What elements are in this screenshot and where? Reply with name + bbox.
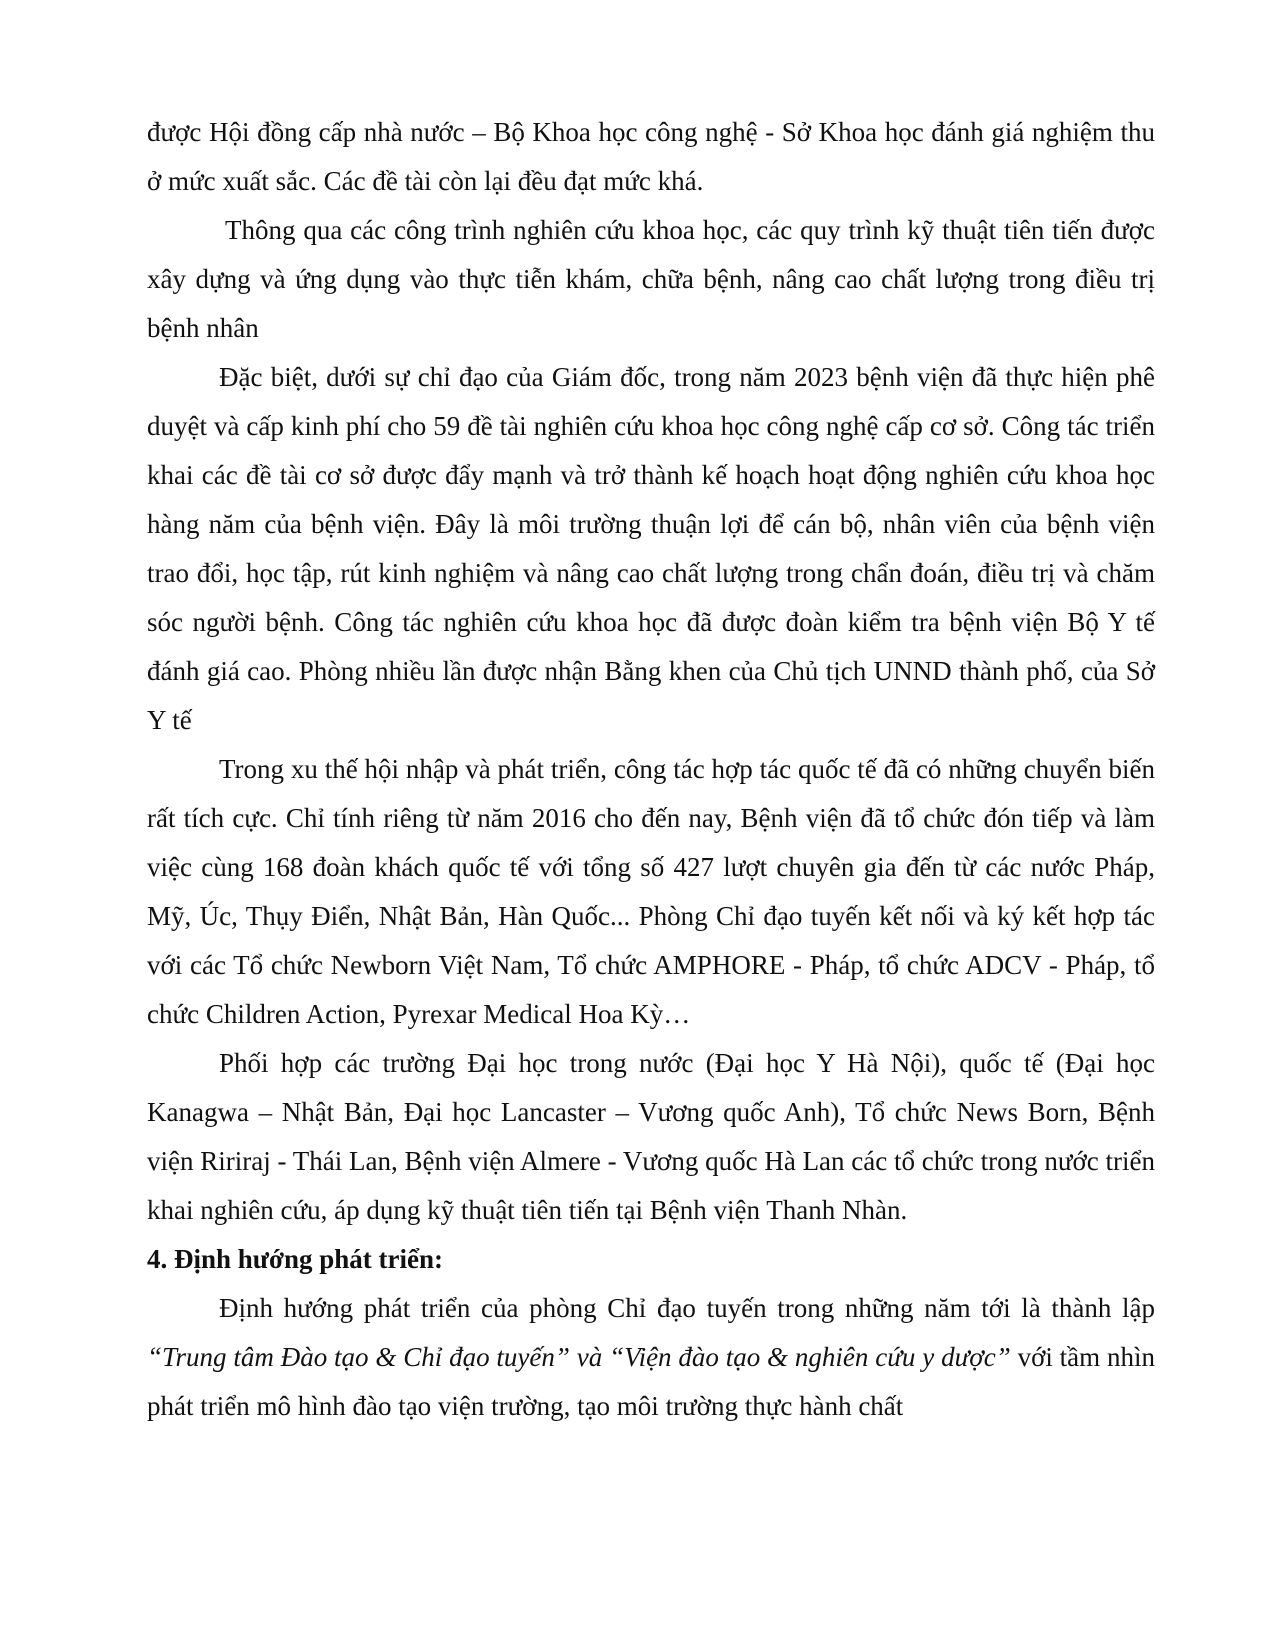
paragraph-university-partnerships: Phối hợp các trường Đại học trong nước (Đại học Y Hà Nội), quốc tế (Đại học Kanagwa – Nhật Bản, Đại học Lancaster – Vương quốc Anh), Tổ chức News Born, Bệnh viện Ririraj - Thái Lan, Bệnh viện Almere - Vương quốc Hà Lan các tổ chức trong nước triển khai nghiên cứu, áp dụng kỹ thuật tiên tiến tại Bệnh viện Thanh Nhàn. (147, 1048, 1155, 1225)
paragraph-international-cooperation: Trong xu thế hội nhập và phát triển, công tác hợp tác quốc tế đã có những chuyển biến rất tích cực. Chỉ tính riêng từ năm 2016 cho đến nay, Bệnh viện đã tổ chức đón tiếp và làm việc cùng 168 đoàn khách quốc tế với tổng số 427 lượt chuyên gia đến từ các nước Pháp, Mỹ, Úc, Thụy Điển, Nhật Bản, Hàn Quốc... Phòng Chỉ đạo tuyến kết nối và ký kết hợp tác với các Tổ chức Newborn Việt Nam, Tổ chức AMPHORE - Pháp, tổ chức ADCV - Pháp, tổ chức Children Action, Pyrexar Medical Hoa Kỳ… (147, 754, 1155, 1029)
direction-intro-text: Định hướng phát triển của phòng Chỉ đạo tuyến trong những năm tới là thành lập (219, 1293, 1155, 1323)
paragraph-research-applications: Thông qua các công trình nghiên cứu khoa học, các quy trình kỹ thuật tiên tiến được xây dựng và ứng dụng vào thực tiễn khám, chữa bệnh, nâng cao chất lượng trong điều trị bệnh nhân (147, 215, 1155, 343)
direction-closing-text: với tầm nhìn phát triển mô hình đào tạo viện trường, tạo môi trường thực hành chất (147, 1342, 1156, 1421)
paragraph-evaluation: được Hội đồng cấp nhà nước – Bộ Khoa học công nghệ - Sở Khoa học đánh giá nghiệm thu ở mức xuất sắc. Các đề tài còn lại đều đạt mức khá. (147, 117, 1155, 196)
paragraph-development-direction (147, 1284, 1155, 1431)
institute-name: “Viện đào tạo & nghiên cứu y dược” (609, 1342, 1011, 1372)
document-page (147, 108, 1155, 1431)
paragraph-2023-research: Đặc biệt, dưới sự chỉ đạo của Giám đốc, trong năm 2023 bệnh viện đã thực hiện phê duyệt và cấp kinh phí cho 59 đề tài nghiên cứu khoa học công nghệ cấp cơ sở. Công tác triển khai các đề tài cơ sở được đẩy mạnh và trở thành kế hoạch hoạt động nghiên cứu khoa học hàng năm của bệnh viện. Đây là môi trường thuận lợi để cán bộ, nhân viên của bệnh viện trao đổi, học tập, rút kinh nghiệm và nâng cao chất lượng trong chẩn đoán, điều trị và chăm sóc người bệnh. Công tác nghiên cứu khoa học đã được đoàn kiểm tra bệnh viện Bộ Y tế đánh giá cao. Phòng nhiều lần được nhận Bằng khen của Chủ tịch UNND thành phố, của Sở Y tế (147, 362, 1155, 735)
section-heading: 4. Định hướng phát triển: (147, 1244, 443, 1274)
training-center-name: “Trung tâm Đào tạo & Chỉ đạo tuyến” (147, 1342, 570, 1372)
italic-connector: và (569, 1342, 610, 1372)
